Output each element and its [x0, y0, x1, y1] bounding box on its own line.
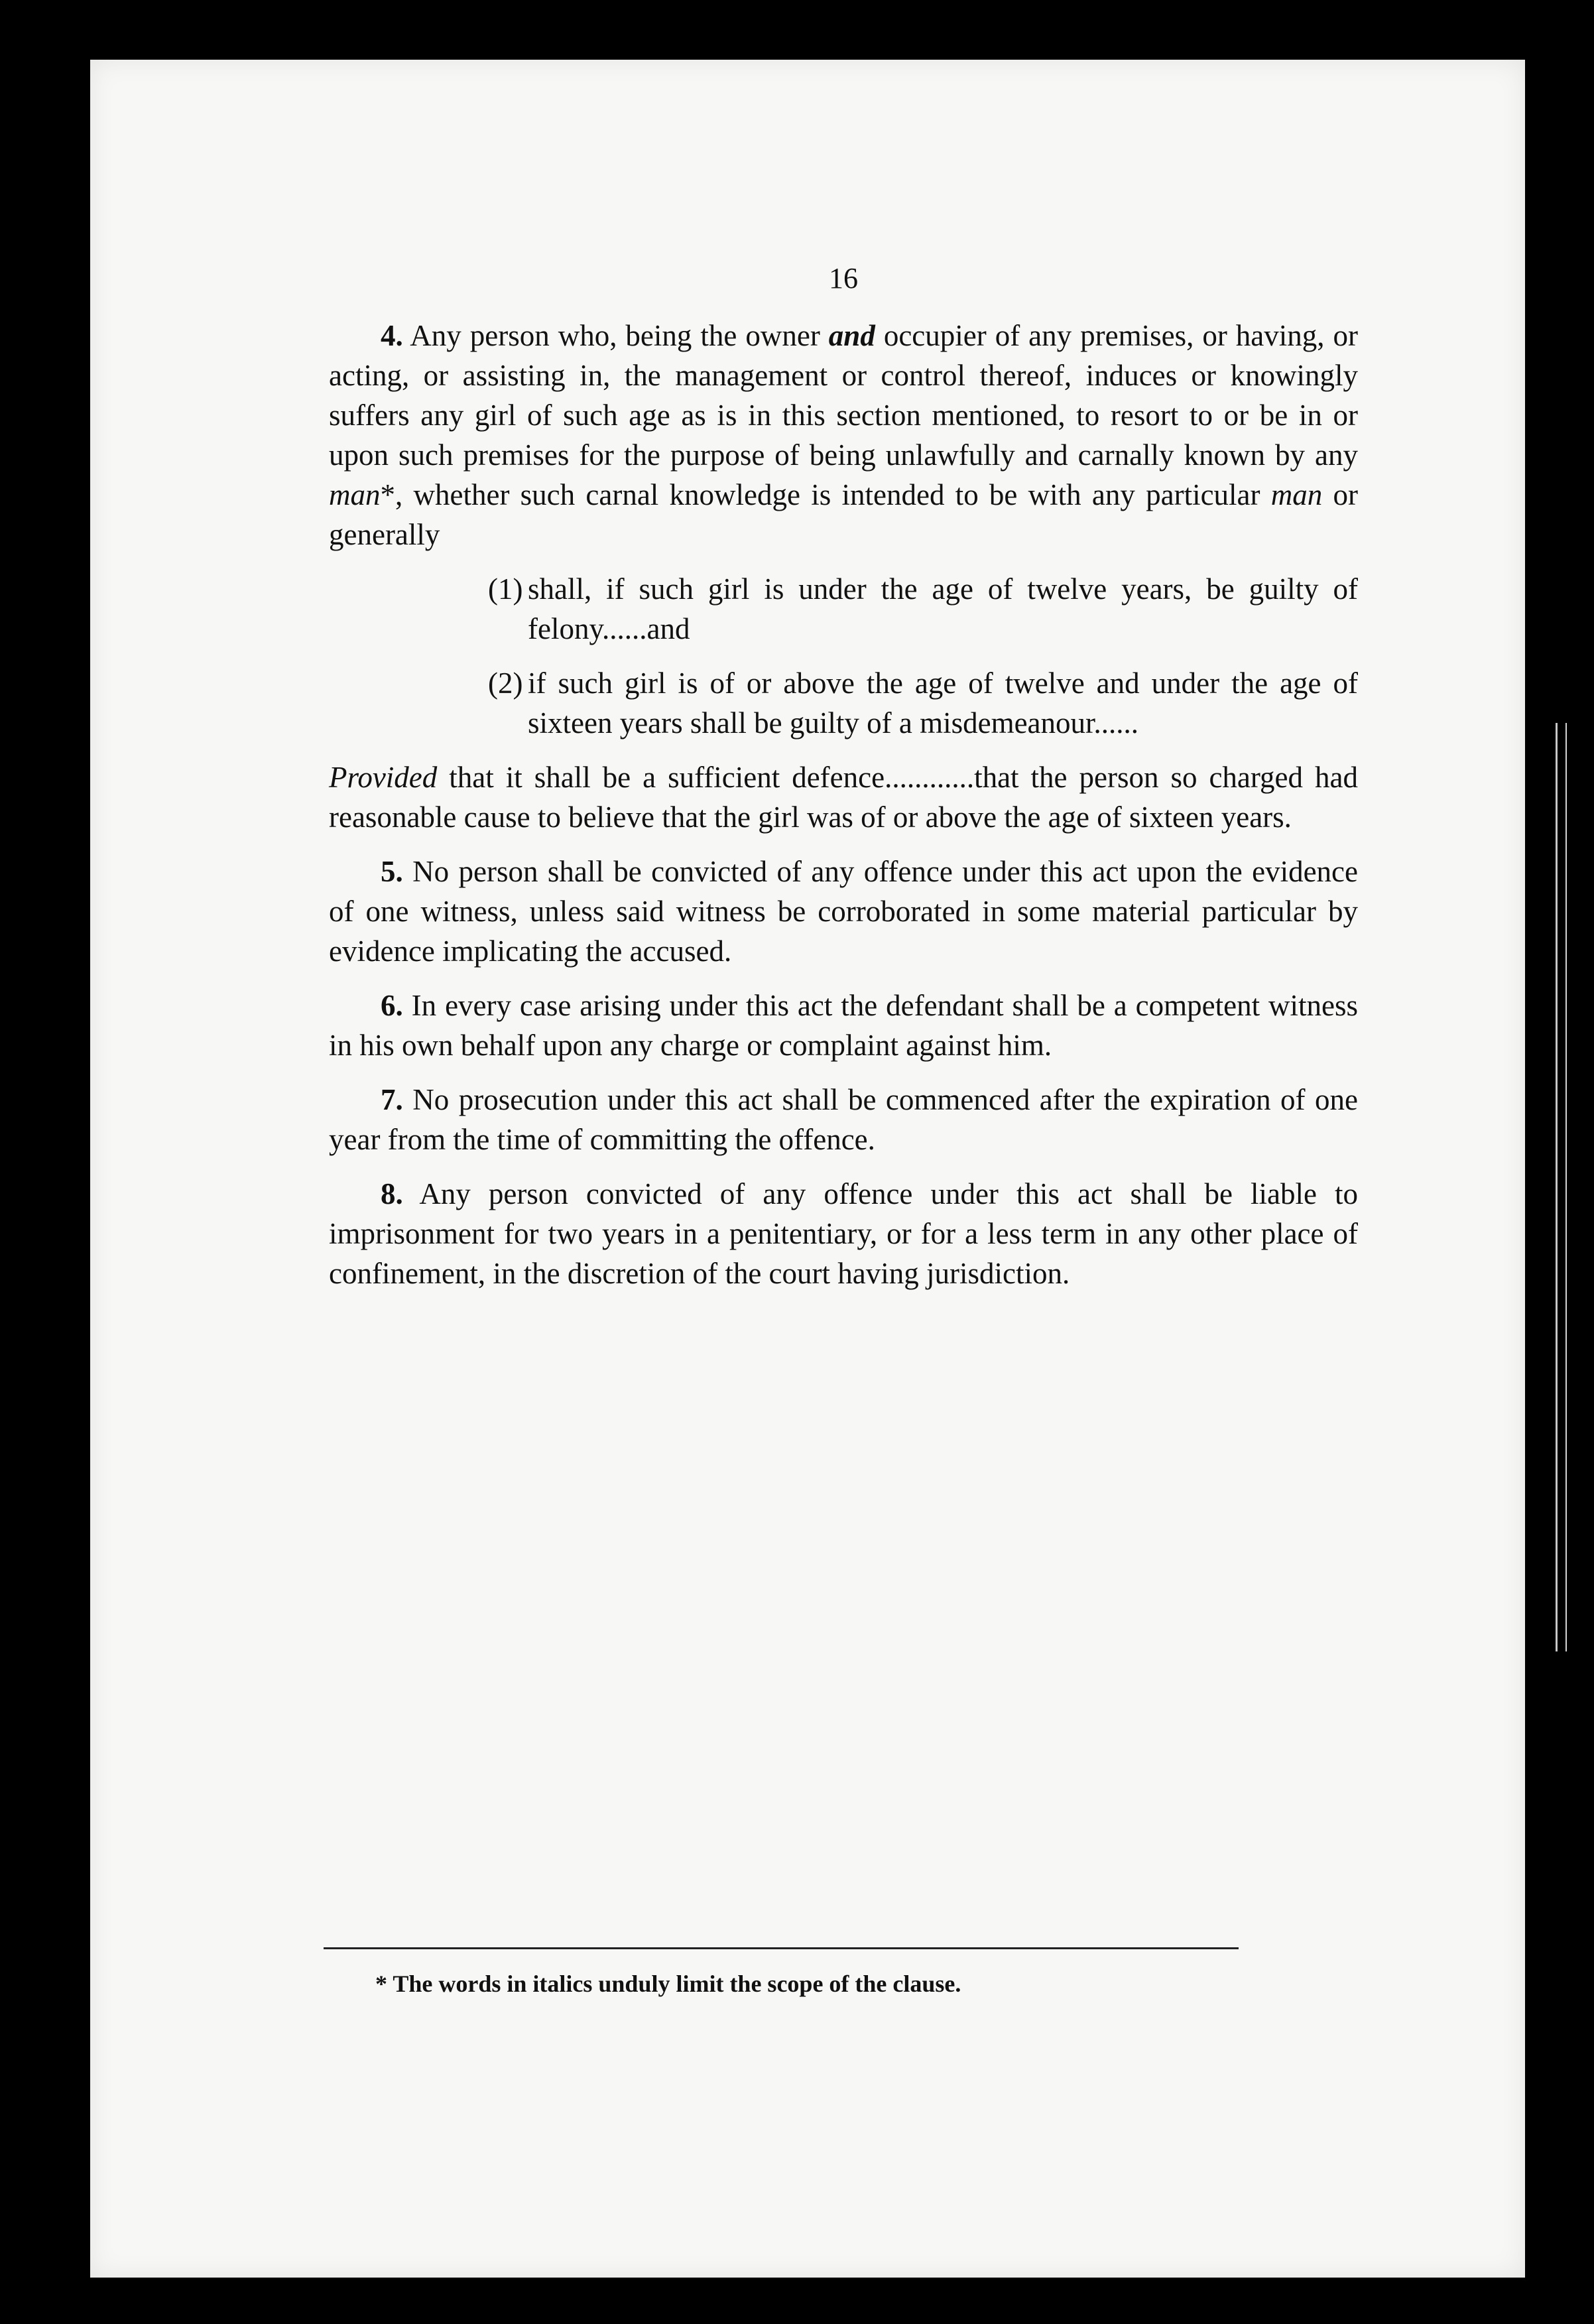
proviso-text: that it shall be a sufficient defence............that the person so charged had reasonable cause to believe that the girl was of or above the age of sixteen years. — [329, 761, 1358, 834]
section-number: 6. — [381, 989, 403, 1022]
page-edge-mark — [1556, 723, 1567, 1651]
section-4 — [329, 316, 1358, 554]
italic-man: man — [329, 478, 381, 511]
section-4-text-b: occupier of any premises, or having, or acting, or assisting in, the management or control thereof, induces or knowingly suffers any girl of such age as is in this section mentioned, to resort to or be in or upon such premises for the purpose of being unlawfully and carnally known by any — [329, 319, 1358, 472]
clause-number: (2) — [488, 667, 523, 700]
page-number: 16 — [829, 262, 858, 294]
section-text: In every case arising under this act the defendant shall be a competent witness in his own behalf upon any charge or complaint against him. — [329, 989, 1359, 1062]
section-number: 4. — [381, 319, 403, 352]
clause-text: if such girl is of or above the age of twelve and under the age of sixteen years shall be guilty of a misdemeanour...... — [528, 667, 1358, 740]
footnote-marker: * — [380, 478, 395, 511]
section-4-text-a: Any person who, being the owner — [410, 319, 829, 352]
clause-text: shall, if such girl is under the age of twelve years, be guilty of felony......and — [528, 572, 1358, 645]
section-4-text-c: , whether such carnal knowledge is intended to be with any particular — [395, 478, 1271, 511]
section-number: 5. — [381, 855, 403, 888]
proviso-lead: Provided — [329, 761, 438, 794]
section-8 — [329, 1174, 1358, 1293]
clause-2 — [329, 663, 1358, 743]
section-text: No prosecution under this act shall be commenced after the expiration of one year from the time of committing the offence. — [329, 1083, 1358, 1156]
section-text: Any person convicted of any offence under this act shall be liable to imprisonment for two years in a penitentiary, or for a less term in any other place of confinement, in the discretion of the court having jurisdiction. — [329, 1177, 1358, 1290]
clause-number: (1) — [488, 572, 523, 606]
section-6 — [329, 986, 1358, 1065]
section-5 — [329, 852, 1358, 971]
document-page — [90, 60, 1525, 2278]
page-body — [329, 259, 1358, 1308]
section-number: 8. — [381, 1177, 403, 1210]
section-text: No person shall be convicted of any offence under this act upon the evidence of one witness, unless said witness be corroborated in some material particular by evidence implicating the accused. — [329, 855, 1359, 968]
section-7 — [329, 1080, 1358, 1159]
clause-1 — [329, 569, 1358, 649]
section-number: 7. — [381, 1083, 403, 1116]
footnote-divider — [324, 1947, 1239, 1949]
proviso — [329, 757, 1358, 837]
italic-and: and — [828, 319, 875, 352]
footnote: * The words in italics unduly limit the scope of the clause. — [375, 1970, 961, 1997]
section-4-text-d: or generally — [329, 478, 1358, 551]
italic-man: man — [1270, 478, 1323, 511]
